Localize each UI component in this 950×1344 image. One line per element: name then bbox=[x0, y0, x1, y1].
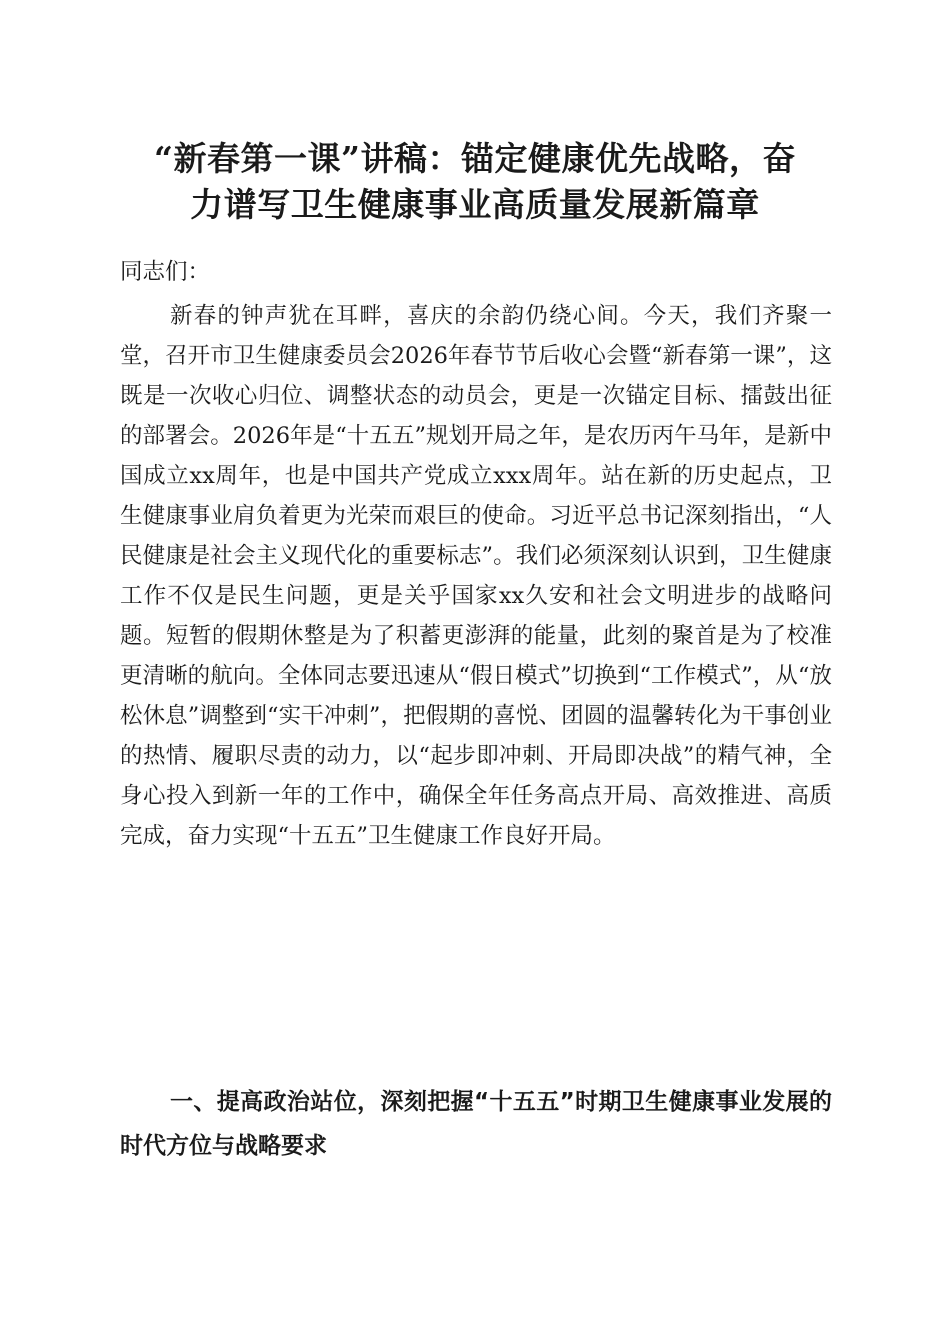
document-body bbox=[120, 252, 832, 856]
salutation: 同志们： bbox=[120, 259, 211, 285]
opening-paragraph: 新春的钟声犹在耳畔，喜庆的余韵仍绕心间。今天，我们齐聚一堂，召开市卫生健康委员会2026年春节节后收心会暨“新春第一课”，这既是一次收心归位、调整状态的动员会，更是一次锚定目标、擂鼓出征的部署会。2026年是“十五五”规划开局之年，是农历丙午马年，是新中国成立xx周年，也是中国共产党成立xxx周年。站在新的历史起点，卫生健康事业肩负着更为光荣而艰巨的使命。习近平总书记深刻指出，“人民健康是社会主义现代化的重要标志”。我们必须深刻认识到，卫生健康工作不仅是民生问题，更是关乎国家xx久安和社会文明进步的战略问题。短暂的假期休整是为了积蓄更澎湃的能量，此刻的聚首是为了校准更清晰的航向。全体同志要迅速从“假日模式”切换到“工作模式”，从“放松休息”调整到“实干冲刺”，把假期的喜悦、团圆的温馨转化为干事创业的热情、履职尽责的动力，以“起步即冲刺、开局即决战”的精气神，全身心投入到新一年的工作中，确保全年任务高点开局、高效推进、高质完成，奋力实现“十五五”卫生健康工作良好开局。 bbox=[120, 303, 832, 849]
document-title bbox=[100, 136, 850, 228]
document-title-line-1: “新春第一课”讲稿：锚定健康优先战略，奋 bbox=[154, 139, 796, 178]
document-title-line-2: 力谱写卫生健康事业高质量发展新篇章 bbox=[190, 185, 760, 224]
section-heading-1: 一、提高政治站位，深刻把握“十五五”时期卫生健康事业发展的时代方位与战略要求 bbox=[120, 1089, 832, 1159]
